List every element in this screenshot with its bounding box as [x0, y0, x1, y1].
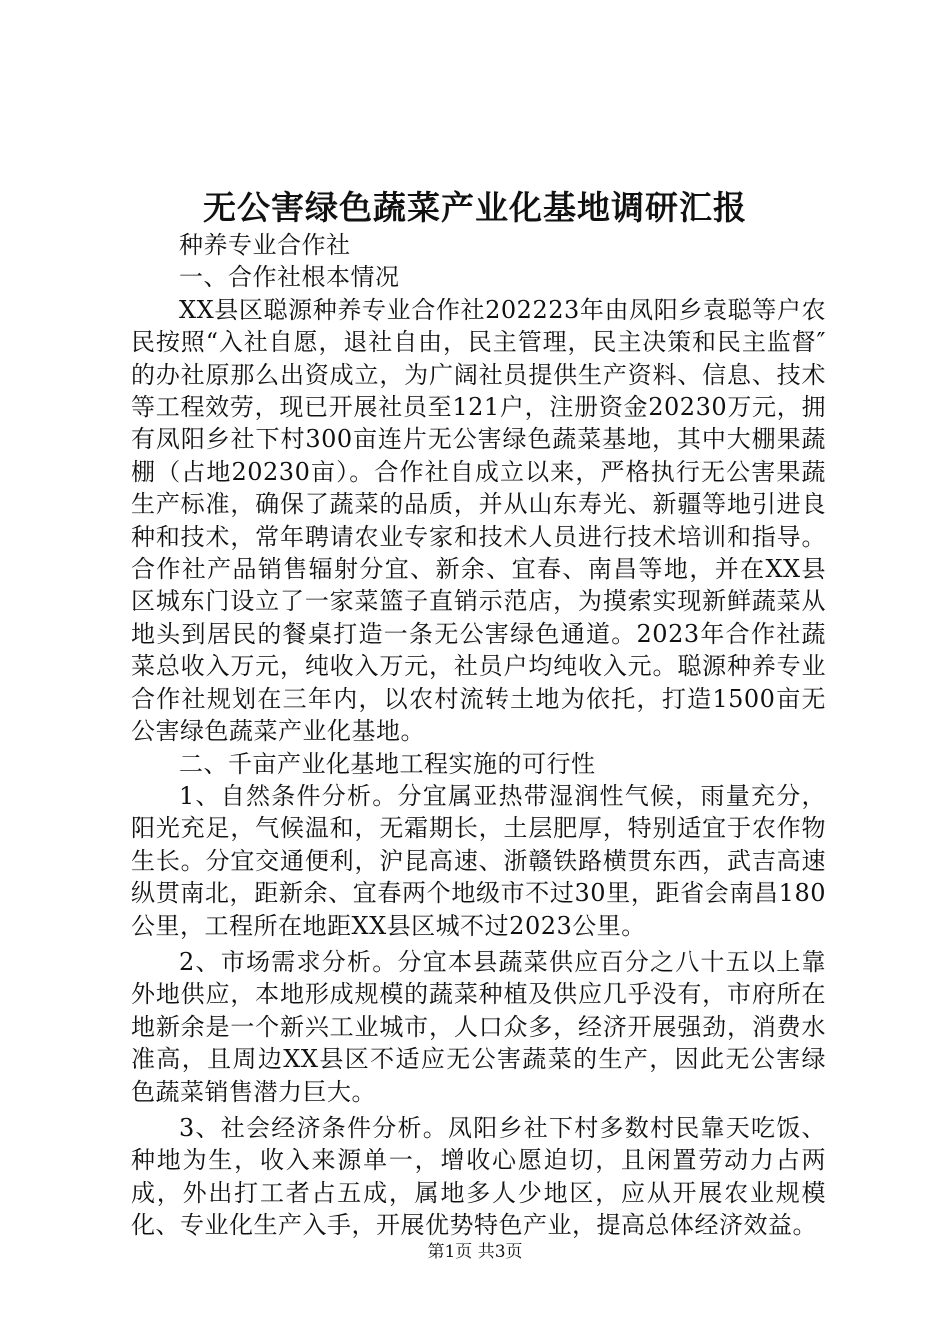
page-number: 第1页 共3页 — [427, 1242, 523, 1262]
paragraph-cooperative-overview: XX县区聪源种养专业合作社202223年由凤阳乡袁聪等户农民按照“入社自愿，退社自由，民主管理，民主决策和民主监督″的办社原那么出资成立，为广阔社员提供生产资料、信息、技术等工程效劳，现已开展社员至121户，注册资金20230万元，拥有凤阳乡社下村300亩连片无公害绿色蔬菜基地，其中大棚果蔬棚（占地20230亩）。合作社自成立以来，严格执行无公害果蔬生产标准，确保了蔬菜的品质，并从山东寿光、新疆等地引进良种和技术，常年聘请农业专家和技术人员进行技术培训和指导。合作社产品销售辐射分宜、新余、宜春、南昌等地，并在XX县区城东门设立了一家菜篮子直销示范店，为摸索实现新鲜蔬菜从地头到居民的餐桌打造一条无公害绿色通道。2023年合作社蔬菜总收入万元，纯收入万元，社员户均纯收入元。聪源种养专业合作社规划在三年内，以农村流转土地为依托，打造1500亩无公害绿色蔬菜产业化基地。 — [131, 295, 826, 746]
paragraph-socioeconomic: 3、社会经济条件分析。凤阳乡社下村多数村民靠天吃饭、种地为生，收入来源单一，增收心愿迫切，且闲置劳动力占两成，外出打工者占五成，属地多人少地区，应从开展农业规模化、专业化生产入手，开展优势特色产业，提高总体经济效益。 — [131, 1113, 826, 1240]
paragraph-market-demand: 2、市场需求分析。分宜本县蔬菜供应百分之八十五以上靠外地供应，本地形成规模的蔬菜种植及供应几乎没有，市府所在地新余是一个新兴工业城市，人口众多，经济开展强劲，消费水准高，且周边XX县区不适应无公害蔬菜的生产，因此无公害绿色蔬菜销售潜力巨大。 — [131, 947, 826, 1106]
paragraph-natural-conditions: 1、自然条件分析。分宜属亚热带湿润性气候，雨量充分，阳光充足，气候温和，无霜期长，土层肥厚，特别适宜于农作物生长。分宜交通便利，沪昆高速、浙赣铁路横贯东西，武吉高速纵贯南北，距新余、宜春两个地级市不过30里，距省会南昌180公里，工程所在地距XX县区城不过2023公里。 — [131, 781, 826, 940]
paragraph-subtitle: 种养专业合作社 — [179, 231, 351, 259]
document-title: 无公害绿色蔬菜产业化基地调研汇报 — [203, 188, 747, 227]
section-heading-1: 一、合作社根本情况 — [179, 263, 400, 292]
section-heading-2: 二、千亩产业化基地工程实施的可行性 — [179, 749, 596, 778]
document-body — [131, 229, 826, 1242]
